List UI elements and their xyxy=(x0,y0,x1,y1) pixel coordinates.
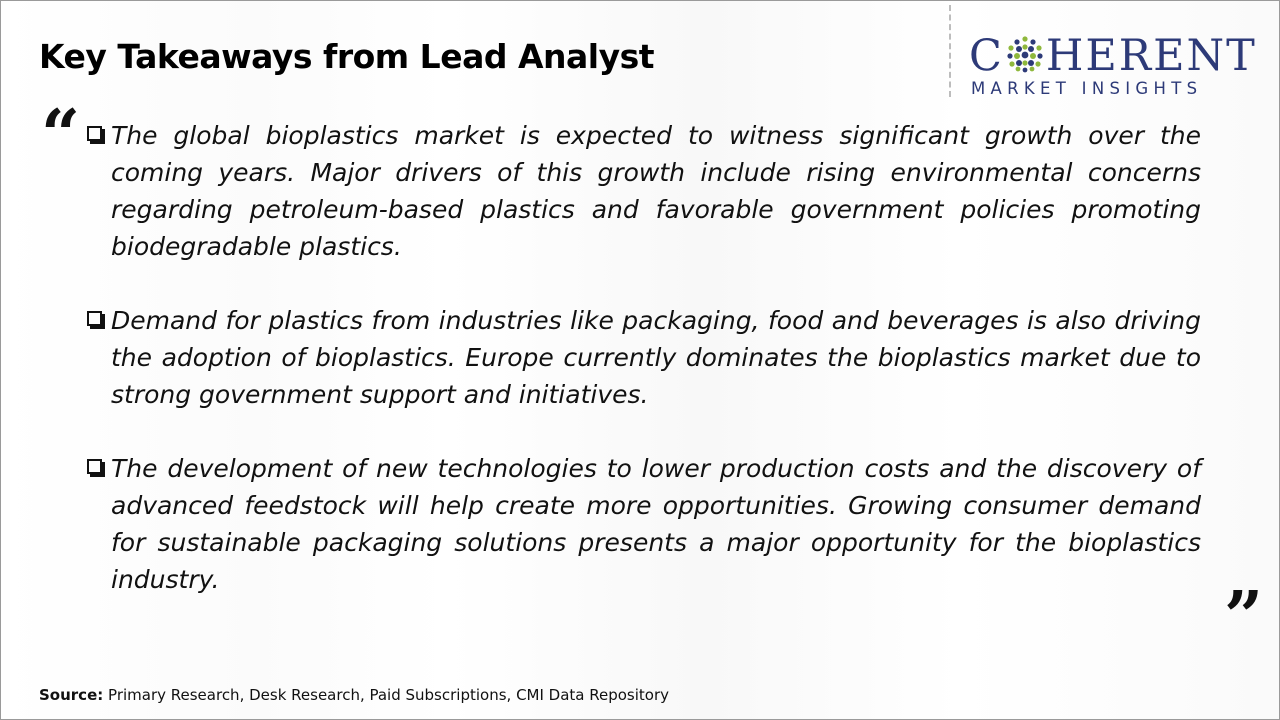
quote-close-icon: ” xyxy=(1224,577,1264,657)
header-divider xyxy=(949,5,951,97)
checkbox-bullet-icon xyxy=(87,311,102,326)
source-text: Primary Research, Desk Research, Paid Subscriptions, CMI Data Repository xyxy=(108,686,670,704)
source-label: Source: xyxy=(39,686,104,704)
page-title: Key Takeaways from Lead Analyst xyxy=(39,37,654,76)
checkbox-bullet-icon xyxy=(87,126,102,141)
takeaway-item xyxy=(87,302,1201,413)
company-logo xyxy=(969,31,1265,101)
takeaway-item xyxy=(87,117,1201,265)
checkbox-bullet-icon xyxy=(87,459,102,474)
logo-wordmark xyxy=(969,31,1257,81)
takeaway-list xyxy=(87,117,1201,598)
logo-letters-herent: HERENT xyxy=(1045,31,1257,81)
logo-tagline: MARKET INSIGHTS xyxy=(971,79,1203,98)
takeaway-text: The development of new technologies to lower production costs and the discovery of advanced feedstock will help create more opportunities. Growing consumer demand for sustainable packaging solutions presents a major opportunity for the bioplastics industry. xyxy=(111,454,1201,594)
takeaway-text: Demand for plastics from industries like packaging, food and beverages is also driving the adoption of bioplastics. Europe currently dominates the bioplastics market due to strong government support and initiatives. xyxy=(111,306,1201,409)
takeaway-item xyxy=(87,450,1201,598)
quote-open-icon: “ xyxy=(41,95,81,175)
source-note xyxy=(39,686,669,704)
takeaway-text: The global bioplastics market is expected to witness significant growth over the coming years. Major drivers of this growth include rising environmental concerns regarding petroleum-based plastics and favorable government policies promoting biodegradable plastics. xyxy=(111,121,1201,261)
logo-letter-c: C xyxy=(969,31,1004,81)
dot-globe-icon xyxy=(1006,34,1044,72)
